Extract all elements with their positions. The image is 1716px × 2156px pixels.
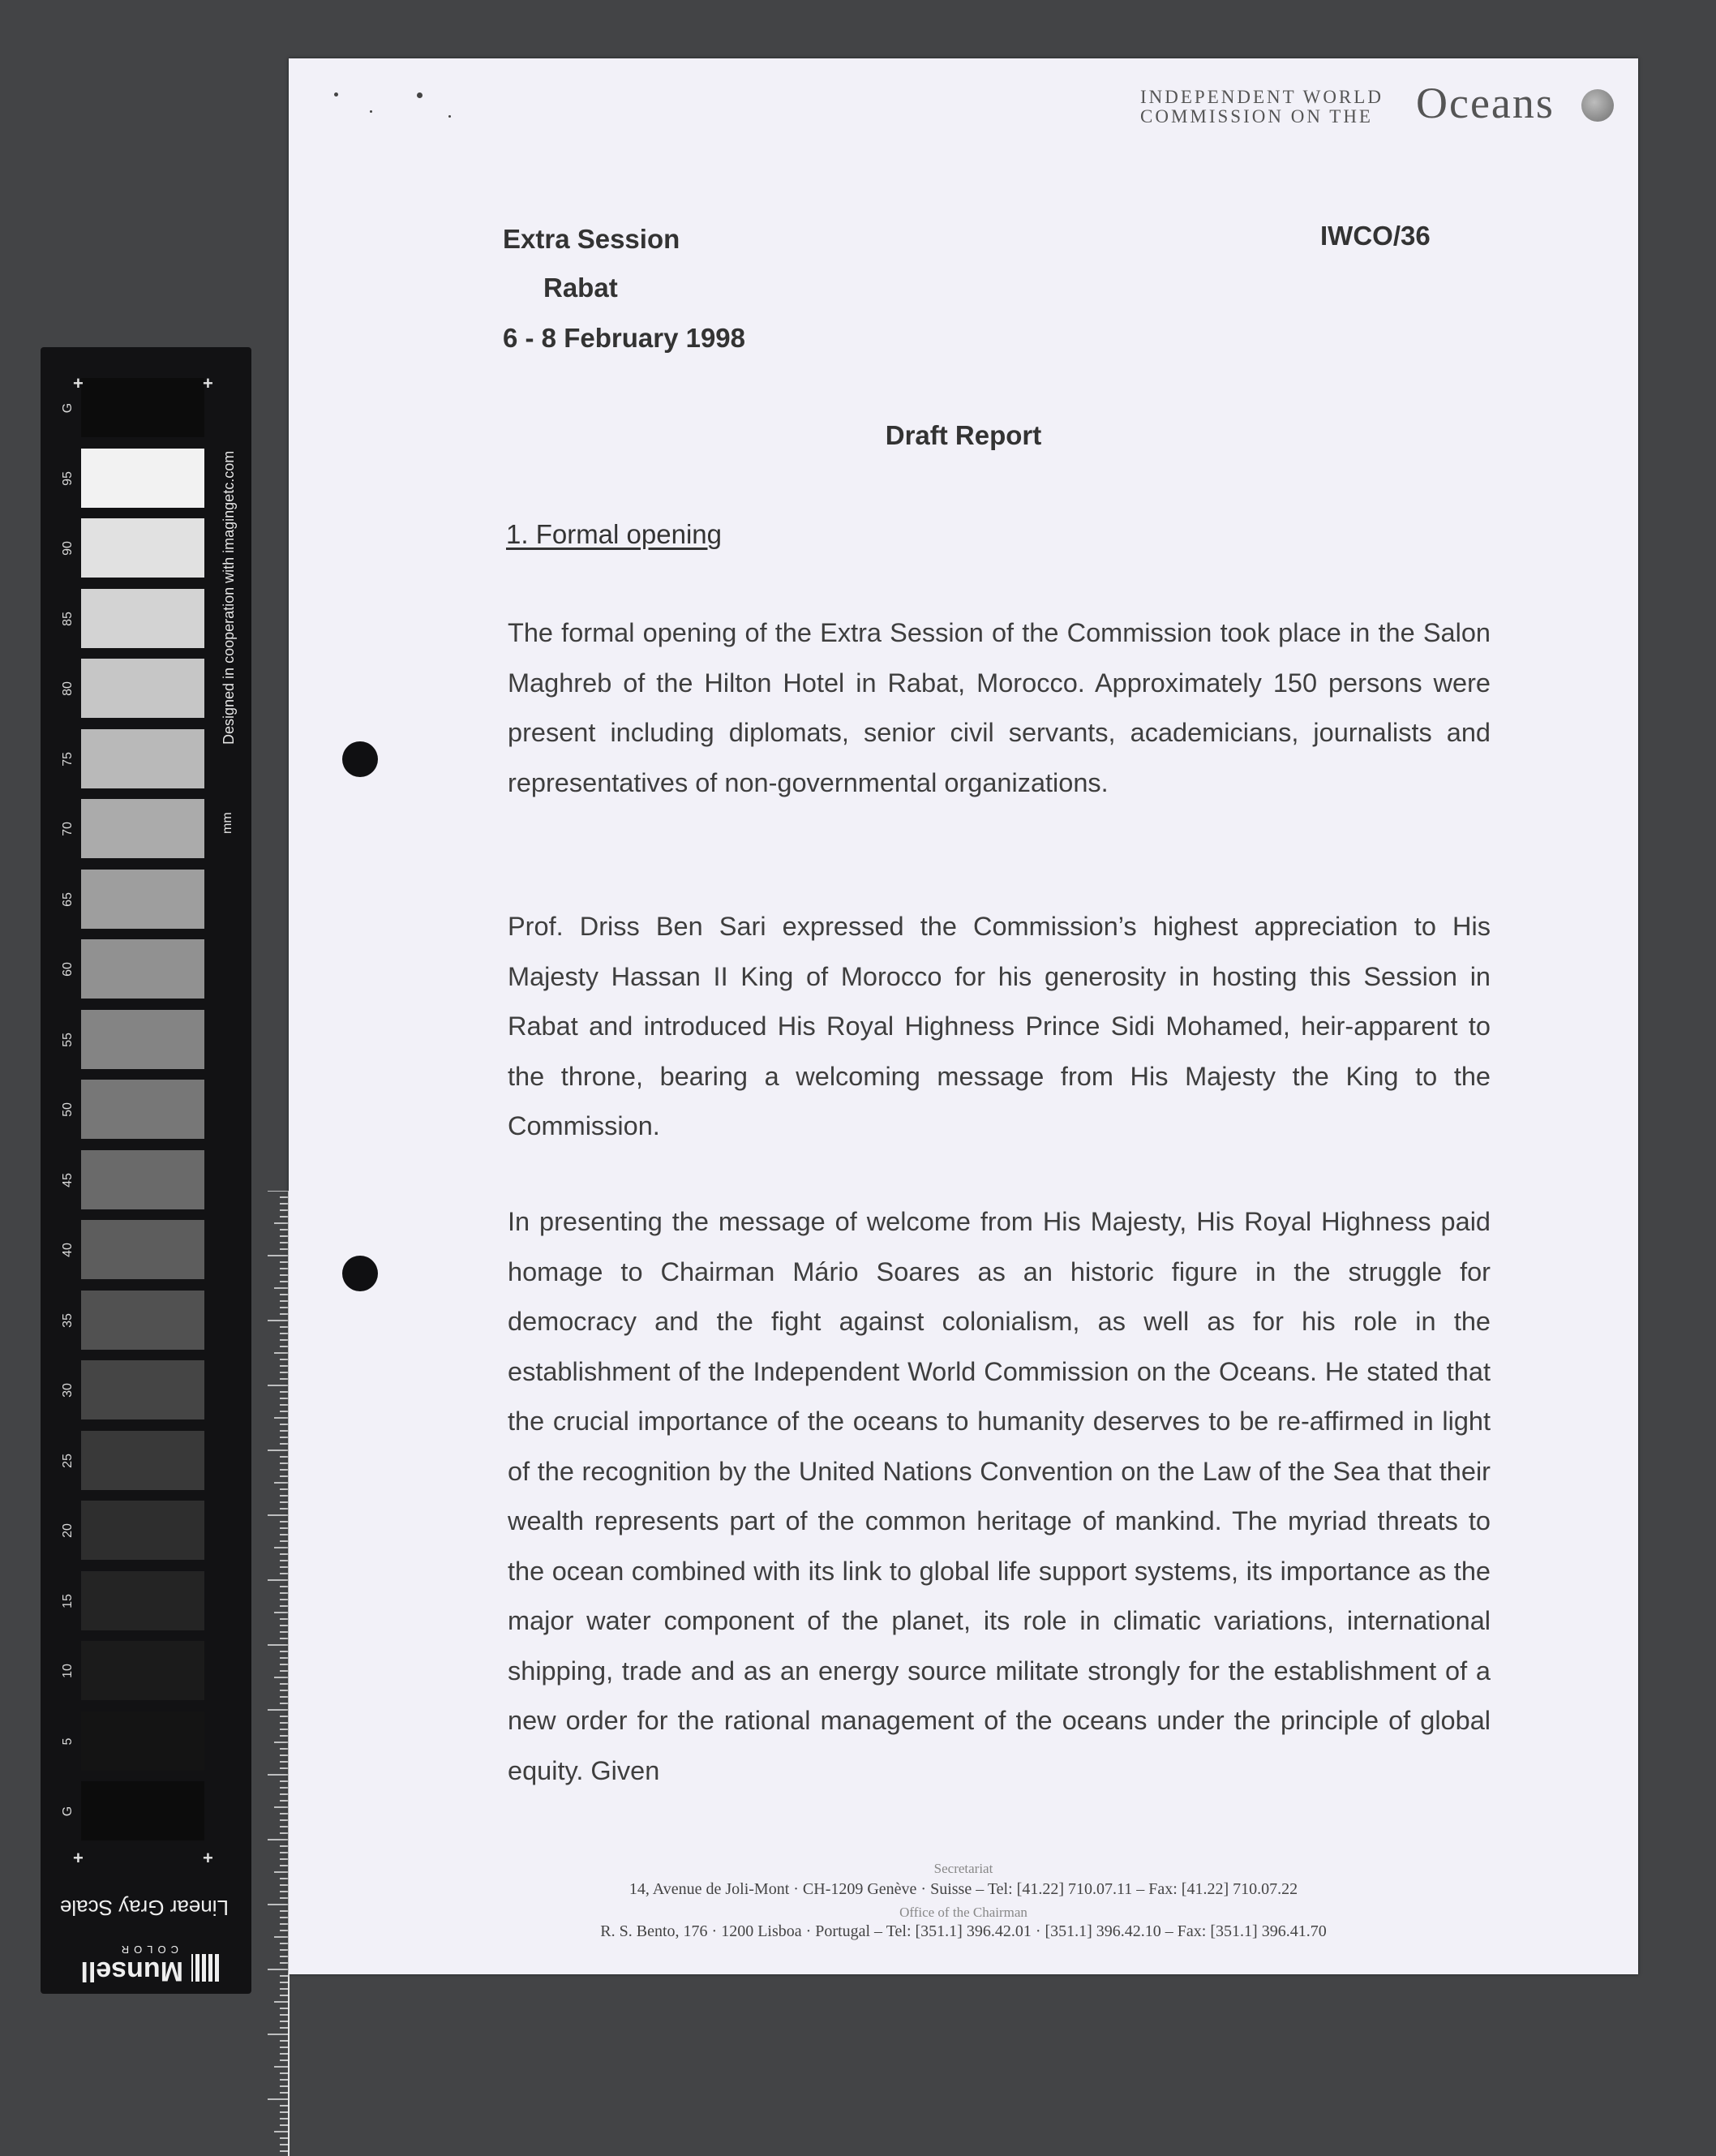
- gray-patch-label: 75: [61, 751, 75, 767]
- gray-patch: [81, 1080, 204, 1139]
- gray-patch-label: 95: [61, 470, 75, 486]
- ruler-unit-label: mm: [221, 812, 234, 834]
- globe-icon: [1581, 89, 1614, 122]
- munsell-name: Munsell: [80, 1956, 183, 1986]
- scale-credit: Designed in cooperation with imagingetc.com: [221, 450, 237, 745]
- registration-mark: +: [203, 373, 213, 393]
- gray-patch: [81, 1010, 204, 1069]
- gray-patch: [81, 1711, 204, 1771]
- paragraph-2: Prof. Driss Ben Sari expressed the Commission’s highest appreciation to His Majesty Hassan II King of Morocco for his generosity in hosting this Session in Rabat and introduced His Royal Highness Prince Sidi Mohamed, heir-apparent to the throne, bearing a welcoming message from His Majesty the King to the Commission.: [508, 912, 1491, 1140]
- gray-patch: [81, 870, 204, 929]
- gray-patch-label: 25: [61, 1453, 75, 1468]
- letterhead-line-2: COMMISSION ON THE: [1140, 106, 1373, 127]
- punch-hole: [342, 741, 378, 777]
- gray-patch: [81, 659, 204, 718]
- gray-patch: [81, 729, 204, 788]
- punch-hole: [342, 1256, 378, 1291]
- gray-patch-label: 30: [61, 1383, 75, 1398]
- scale-title: Linear Gray Scale: [59, 1896, 229, 1920]
- gray-patch: [81, 1220, 204, 1279]
- gray-patch: [81, 449, 204, 508]
- millimeter-ruler: [234, 1191, 292, 2156]
- gray-patch-label: 65: [61, 891, 75, 907]
- gray-patch: [81, 1150, 204, 1209]
- paper-speck: [448, 115, 451, 118]
- registration-mark: +: [203, 1848, 213, 1868]
- gray-patch: [81, 589, 204, 648]
- document-page: [289, 58, 1638, 1974]
- munsell-logo-icon: [191, 1954, 219, 1982]
- paragraph-1: The formal opening of the Extra Session of the Commission took place in the Salon Maghreb of the Hilton Hotel in Rabat, Morocco. Approximately 150 persons were present including diplomats, senior civil servants, academicians, journalists and representatives of non-governmental organizations.: [508, 618, 1491, 797]
- gray-patch: [81, 939, 204, 999]
- session-dates: 6 - 8 February 1998: [503, 323, 745, 353]
- gray-patch: [81, 518, 204, 578]
- registration-mark: +: [73, 373, 84, 393]
- gray-patch: [81, 1781, 204, 1840]
- gray-patch-label: 90: [61, 541, 75, 556]
- session-label: Extra Session: [503, 224, 680, 254]
- report-title: Draft Report: [885, 420, 1042, 450]
- gray-patch-label: 85: [61, 611, 75, 626]
- gray-patch: [81, 1291, 204, 1350]
- letterhead-line-1: INDEPENDENT WORLD: [1140, 87, 1384, 107]
- gray-patch: [81, 378, 204, 437]
- paper-speck: [370, 110, 372, 113]
- gray-patch: [81, 1360, 204, 1419]
- gray-patch-label: G: [61, 1806, 75, 1817]
- gray-patch: [81, 1501, 204, 1560]
- gray-patch-label: 15: [61, 1593, 75, 1608]
- gray-patch: [81, 1431, 204, 1490]
- footer-chairman-address: R. S. Bento, 176 · 1200 Lisboa · Portugal – Tel: [351.1] 396.42.01 · [351.1] 396.42.10 – Fax: [351.1] 396.41.70: [600, 1922, 1327, 1940]
- registration-mark: +: [73, 1848, 84, 1868]
- gray-patch-label: 80: [61, 681, 75, 696]
- gray-scale-card: [41, 347, 251, 1994]
- gray-patch: [81, 799, 204, 858]
- gray-patch-label: 20: [61, 1523, 75, 1538]
- gray-patch-label: 40: [61, 1243, 75, 1257]
- paragraph-3: In presenting the message of welcome from His Majesty, His Royal Highness paid homage to Chairman Mário Soares as an historic figure in the struggle for democracy and the fight against colonialism, as well as for his role in the establishment of the Independent World Commission on the Oceans. He stated that the crucial importance of the oceans to humanity deserves to be re-affirmed in light of the recognition by the United Nations Convention on the Law of the Sea that their wealth represents part of the common heritage of mankind. The myriad threats to the ocean combined with its link to global life support systems, its importance as the major water component of the planet, its role in climatic variations, international shipping, trade and as an energy source militate strongly for the establishment of a new order for the rational management of the oceans under the principle of global equity. Given: [508, 1207, 1491, 1785]
- section-heading: 1. Formal opening: [506, 519, 722, 549]
- gray-patch-label: 60: [61, 962, 75, 977]
- paper-speck: [417, 92, 423, 98]
- gray-patch-label: 55: [61, 1032, 75, 1047]
- footer-chairman-label: Office of the Chairman: [899, 1905, 1027, 1920]
- footer-secretariat-label: Secretariat: [933, 1861, 993, 1876]
- letterhead-oceans: Oceans: [1416, 79, 1555, 127]
- gray-patch-label: 45: [61, 1172, 75, 1188]
- gray-patch-label: 5: [61, 1737, 75, 1745]
- gray-patch: [81, 1571, 204, 1630]
- footer-secretariat-address: 14, Avenue de Joli-Mont · CH-1209 Genève · Suisse – Tel: [41.22] 710.07.11 – Fax: [41.22] 710.07.22: [628, 1880, 1298, 1898]
- gray-patch: [81, 1641, 204, 1700]
- gray-patch-label: 70: [61, 822, 75, 836]
- document-id: IWCO/36: [1320, 221, 1431, 251]
- session-city: Rabat: [543, 273, 618, 303]
- paper-speck: [334, 92, 338, 97]
- gray-patch-label: 10: [61, 1664, 75, 1678]
- gray-patch-label: G: [61, 402, 75, 414]
- munsell-brand: [73, 1933, 219, 1986]
- gray-patch-label: 50: [61, 1102, 75, 1117]
- munsell-sub: COLOR: [116, 1943, 178, 1956]
- gray-patch-label: 35: [61, 1312, 75, 1328]
